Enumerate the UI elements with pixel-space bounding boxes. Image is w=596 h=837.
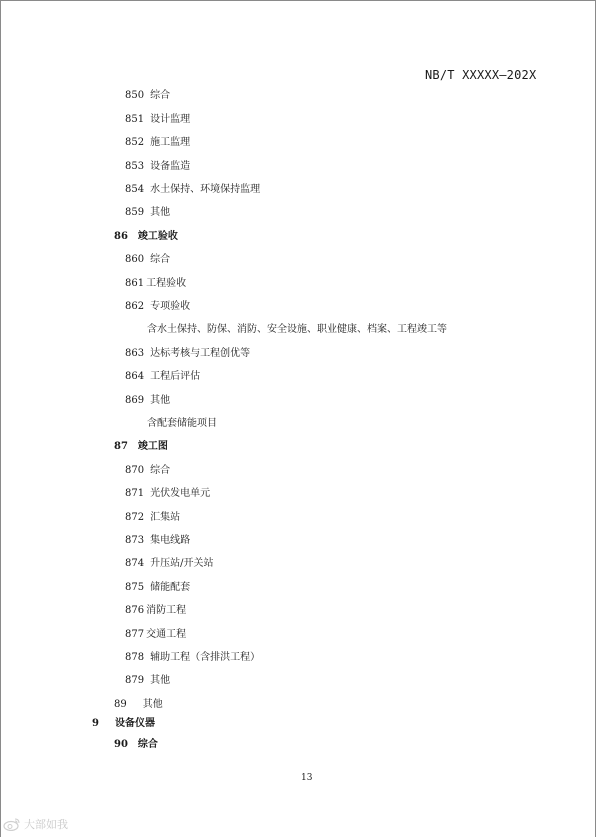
- list-item: [125, 207, 170, 219]
- item-code: 878: [125, 652, 145, 663]
- item-code: 876: [125, 605, 145, 616]
- item-text: 交通工程: [146, 629, 187, 640]
- item-text: 光伏发电单元: [150, 488, 211, 499]
- watermark-text: 大部如我: [24, 818, 68, 831]
- item-code: 860: [125, 254, 145, 265]
- item-text: 其他: [150, 207, 171, 218]
- list-item: [125, 652, 260, 664]
- item-code: 851: [125, 114, 145, 125]
- section-heading: [114, 231, 178, 243]
- list-item: [125, 558, 213, 570]
- item-note: 含水土保持、防保、消防、安全设施、职业健康、档案、工程竣工等: [147, 324, 447, 335]
- list-item: [125, 535, 190, 547]
- list-item: [125, 348, 250, 360]
- section-code: 87: [114, 441, 128, 452]
- item-text: 综合: [150, 90, 171, 101]
- item-text: 达标考核与工程创优等: [150, 348, 251, 359]
- item-text: 综合: [150, 465, 171, 476]
- item-text: 集电线路: [150, 535, 191, 546]
- chapter-code: 9: [92, 718, 99, 729]
- list-item: [125, 512, 180, 524]
- item-text: 工程验收: [146, 278, 187, 289]
- chapter-title: 设备仪器: [114, 718, 155, 729]
- list-item: [125, 371, 200, 383]
- item-code: 864: [125, 371, 145, 382]
- list-item: [125, 90, 170, 102]
- item-code: 859: [125, 207, 145, 218]
- weibo-logo-icon: [3, 817, 21, 831]
- item-text: 储能配套: [150, 582, 191, 593]
- list-item: [125, 161, 190, 173]
- list-item: [125, 137, 190, 149]
- item-code: 861: [125, 278, 145, 289]
- item-code: 853: [125, 161, 145, 172]
- page-border-left: [0, 0, 1, 837]
- item-code: 879: [125, 675, 145, 686]
- list-item: [125, 488, 210, 500]
- page-number: 13: [301, 773, 313, 783]
- item-code: 850: [125, 90, 145, 101]
- item-text: 综合: [150, 254, 171, 265]
- item-text: 设备监造: [150, 161, 191, 172]
- item-text: 辅助工程（含排洪工程）: [150, 652, 261, 663]
- section-title: 竣工图: [137, 441, 168, 452]
- item-text: 消防工程: [146, 605, 187, 616]
- item-text: 其他: [150, 675, 171, 686]
- list-item: [125, 629, 186, 641]
- item-code: 852: [125, 137, 145, 148]
- list-item: [125, 114, 190, 126]
- section-heading: [114, 739, 158, 751]
- list-item: [125, 184, 260, 196]
- page-border-top: [0, 0, 596, 1]
- item-code: 872: [125, 512, 145, 523]
- item-code: 89: [114, 699, 127, 710]
- list-item: [125, 675, 170, 687]
- item-code: 870: [125, 465, 145, 476]
- item-code: 869: [125, 395, 145, 406]
- list-item: [125, 395, 170, 407]
- item-code: 875: [125, 582, 145, 593]
- item-text: 水土保持、环境保持监理: [150, 184, 261, 195]
- section-title: 综合: [137, 739, 158, 750]
- item-text: 汇集站: [150, 512, 181, 523]
- item-text: 其他: [150, 395, 171, 406]
- item-code: 871: [125, 488, 145, 499]
- list-item: [125, 582, 190, 594]
- list-item: [125, 254, 170, 266]
- chapter-heading: [92, 718, 155, 730]
- item-code: 863: [125, 348, 145, 359]
- list-item: [125, 605, 186, 617]
- section-code: 90: [114, 739, 128, 750]
- item-text: 其他: [142, 699, 163, 710]
- item-code: 862: [125, 301, 145, 312]
- list-item: [125, 301, 190, 313]
- item-text: 设计监理: [150, 114, 191, 125]
- item-text: 升压站/开关站: [150, 558, 214, 569]
- list-item: [125, 465, 170, 477]
- item-code: 877: [125, 629, 145, 640]
- list-item: [125, 278, 186, 290]
- section-title: 竣工验收: [137, 231, 178, 242]
- standard-code-header: NB/T XXXXX—202X: [425, 68, 537, 82]
- watermark: [3, 816, 68, 832]
- list-item: [114, 699, 163, 711]
- item-text: 工程后评估: [150, 371, 201, 382]
- item-text: 专项验收: [150, 301, 191, 312]
- item-note: 含配套储能项目: [147, 418, 217, 429]
- item-code: 874: [125, 558, 145, 569]
- section-code: 86: [114, 231, 128, 242]
- item-code: 854: [125, 184, 145, 195]
- section-heading: [114, 441, 168, 453]
- item-text: 施工监理: [150, 137, 191, 148]
- item-code: 873: [125, 535, 145, 546]
